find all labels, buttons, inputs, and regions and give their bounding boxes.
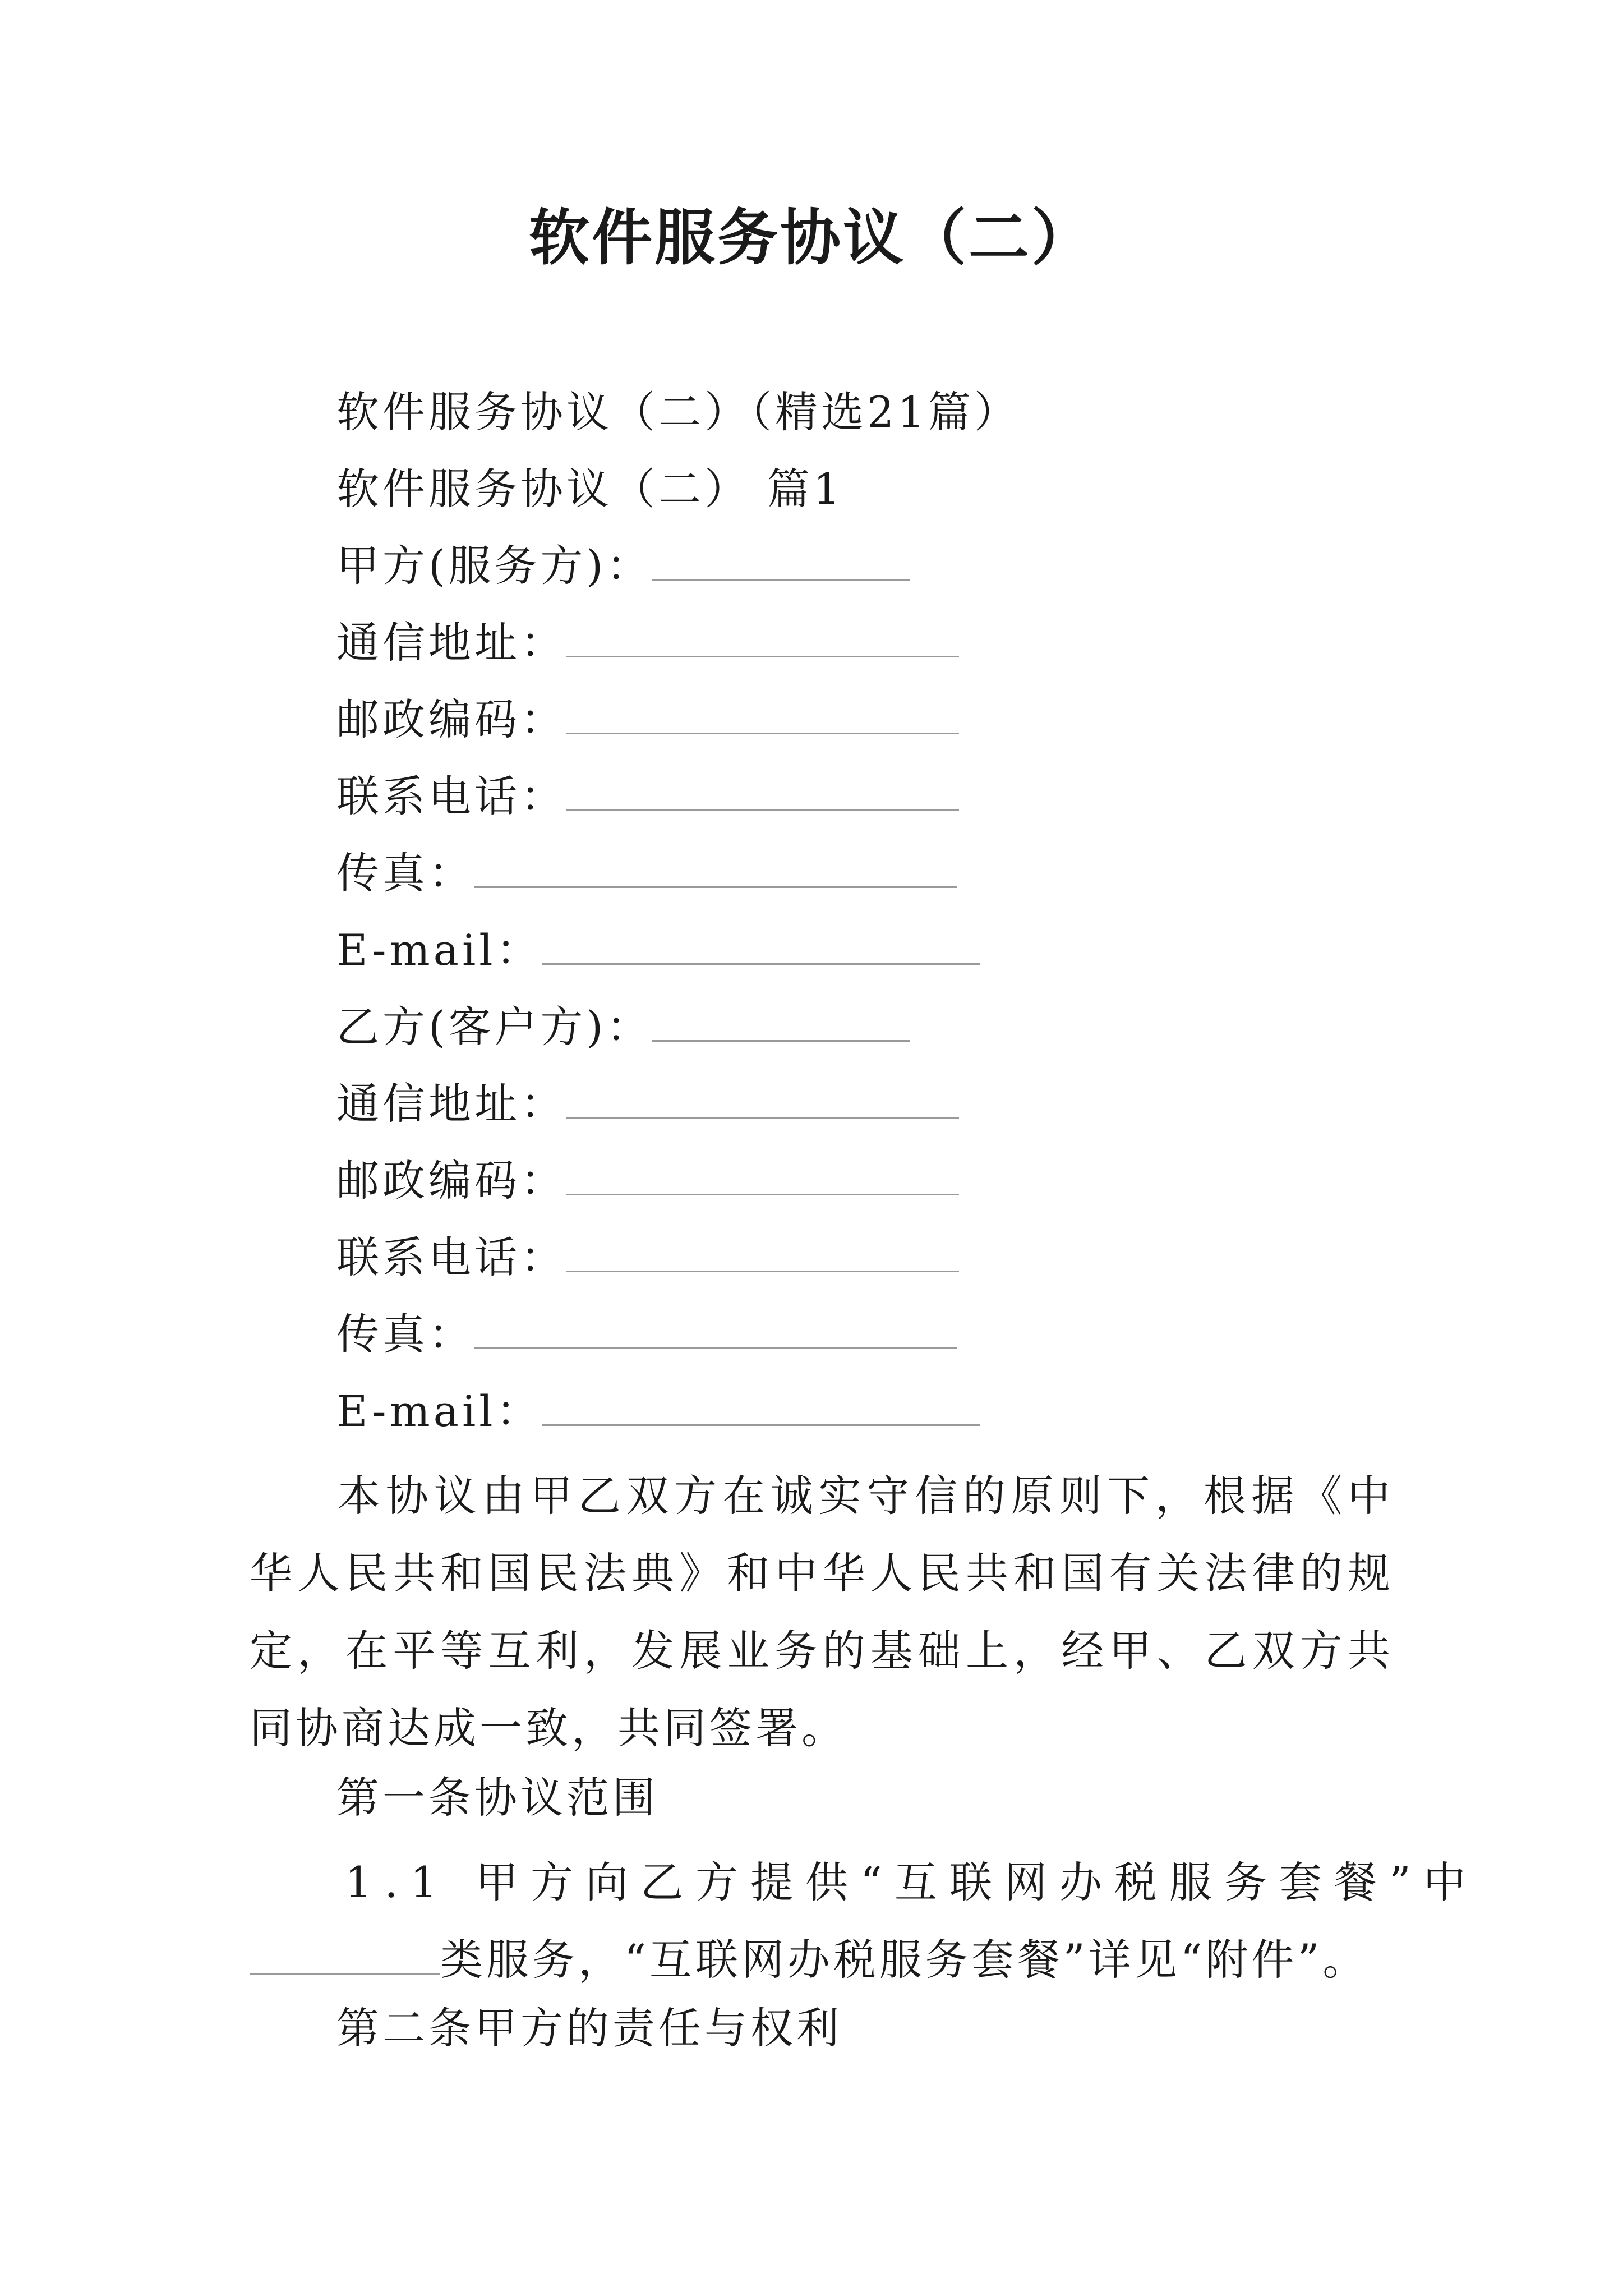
party-a-phone-row (336, 766, 959, 827)
article-1-heading: 第一条协议范围 (336, 1773, 658, 1823)
party-a-address-blank[interactable] (566, 619, 959, 657)
party-b-address-label: 通信地址： (336, 1079, 566, 1129)
section-heading: 软件服务协议（二） 篇1 (336, 464, 844, 514)
clause-1-1-blank[interactable] (250, 1936, 440, 1975)
party-b-name-label: 乙方(客户方)： (336, 1002, 653, 1052)
party-a-address-label: 通信地址： (336, 618, 566, 668)
party-a-phone-blank[interactable] (566, 772, 959, 811)
party-b-phone-row (336, 1227, 959, 1289)
document-subtitle: 软件服务协议（二）（精选21篇） (336, 387, 1020, 437)
party-a-postcode-row (336, 689, 959, 751)
clause-1-1-line-2-text: 类服务，“互联网办税服务套餐”详见“附件”。 (440, 1935, 1369, 1985)
party-b-postcode-label: 邮政编码： (336, 1156, 566, 1205)
clause-1-1-line-2 (250, 1921, 1394, 1999)
party-b-email-blank[interactable] (542, 1387, 980, 1426)
party-a-postcode-blank[interactable] (566, 696, 959, 734)
party-b-phone-label: 联系电话： (336, 1232, 566, 1282)
party-b-address-blank[interactable] (566, 1080, 959, 1119)
party-a-email-row (336, 919, 980, 981)
clause-1-1-line-1: 1.1 甲方向乙方提供“互联网办税服务套餐”中 (345, 1857, 1478, 1907)
clause-1-1 (250, 1844, 1478, 1999)
party-b-email-label: E-mail： (336, 1386, 542, 1436)
party-b-fax-label: 传真： (336, 1309, 474, 1359)
party-a-fax-row (336, 843, 957, 904)
party-a-email-label: E-mail： (336, 925, 542, 975)
party-a-email-blank[interactable] (542, 926, 980, 965)
party-b-name-blank[interactable] (652, 1003, 910, 1042)
party-b-postcode-row (336, 1150, 959, 1212)
party-b-fax-blank[interactable] (474, 1310, 957, 1349)
party-b-postcode-blank[interactable] (566, 1157, 959, 1195)
party-b-address-row (336, 1073, 959, 1135)
party-b-phone-blank[interactable] (566, 1234, 959, 1272)
party-a-name-row (336, 535, 910, 597)
party-a-name-blank[interactable] (652, 542, 910, 581)
party-a-phone-label: 联系电话： (336, 771, 566, 821)
party-b-email-row (336, 1381, 980, 1442)
party-a-fax-blank[interactable] (474, 849, 957, 888)
document-title: 软件服务协议（二） (528, 203, 1094, 273)
party-a-fax-label: 传真： (336, 848, 474, 898)
party-b-name-row (336, 996, 910, 1058)
party-a-postcode-label: 邮政编码： (336, 694, 566, 744)
article-2-heading: 第二条甲方的责任与权利 (336, 2003, 842, 2053)
party-a-address-row (336, 612, 959, 674)
party-b-fax-row (336, 1304, 957, 1365)
party-a-name-label: 甲方(服务方)： (336, 541, 653, 591)
intro-paragraph: 本协议由甲乙双方在诚实守信的原则下，根据《中华人民共和国民法典》和中华人民共和国有关法律的规定，在平等互利，发展业务的基础上，经甲、乙双方共同协商达成一致，共同签署。 (250, 1471, 1394, 1753)
